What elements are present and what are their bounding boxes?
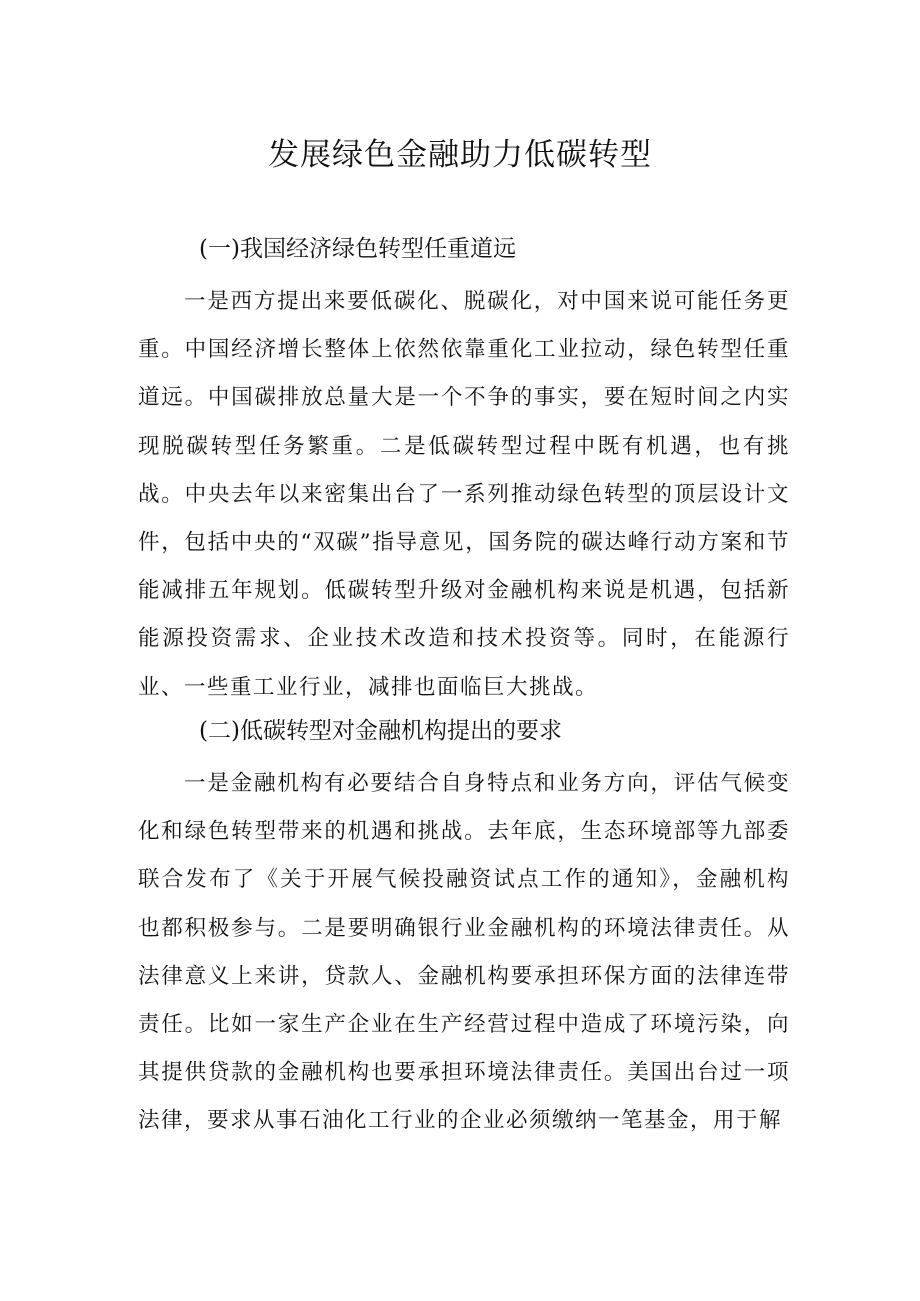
section-paragraph-1: 一是西方提出来要低碳化、脱碳化，对中国来说可能任务更重。中国经济增长整体上依然依靠重化工业拉动，绿色转型任重道远。中国碳排放总量大是一个不争的事实，要在短时间之内实现脱碳转型任务繁重。二是低碳转型过程中既有机遇，也有挑战。中央去年以来密集出台了一系列推动绿色转型的顶层设计文件，包括中央的“双碳”指导意见，国务院的碳达峰行动方案和节能减排五年规划。低碳转型升级对金融机构来说是机遇，包括新能源投资需求、企业技术改造和技术投资等。同时，在能源行业、一些重工业行业，减排也面临巨大挑战。 [138,289,790,700]
section-heading-2: (二)低碳转型对金融机构提出的要求 [199,718,562,744]
section-paragraph-2: 一是金融机构有必要结合自身特点和业务方向，评估气候变化和绿色转型带来的机遇和挑战。去年底，生态环境部等九部委联合发布了《关于开展气候投融资试点工作的通知》，金融机构也都积极参与。二是要明确银行业金融机构的环境法律责任。从法律意义上来讲，贷款人、金融机构要承担环保方面的法律连带责任。比如一家生产企业在生产经营过程中造成了环境污染，向其提供贷款的金融机构也要承担环境法律责任。美国出台过一项法律，要求从事石油化工行业的企业必须缴纳一笔基金，用于解 [138,771,790,1134]
document-title: 发展绿色金融助力低碳转型 [268,137,652,173]
section-heading-1: (一)我国经济绿色转型任重道远 [199,236,516,262]
